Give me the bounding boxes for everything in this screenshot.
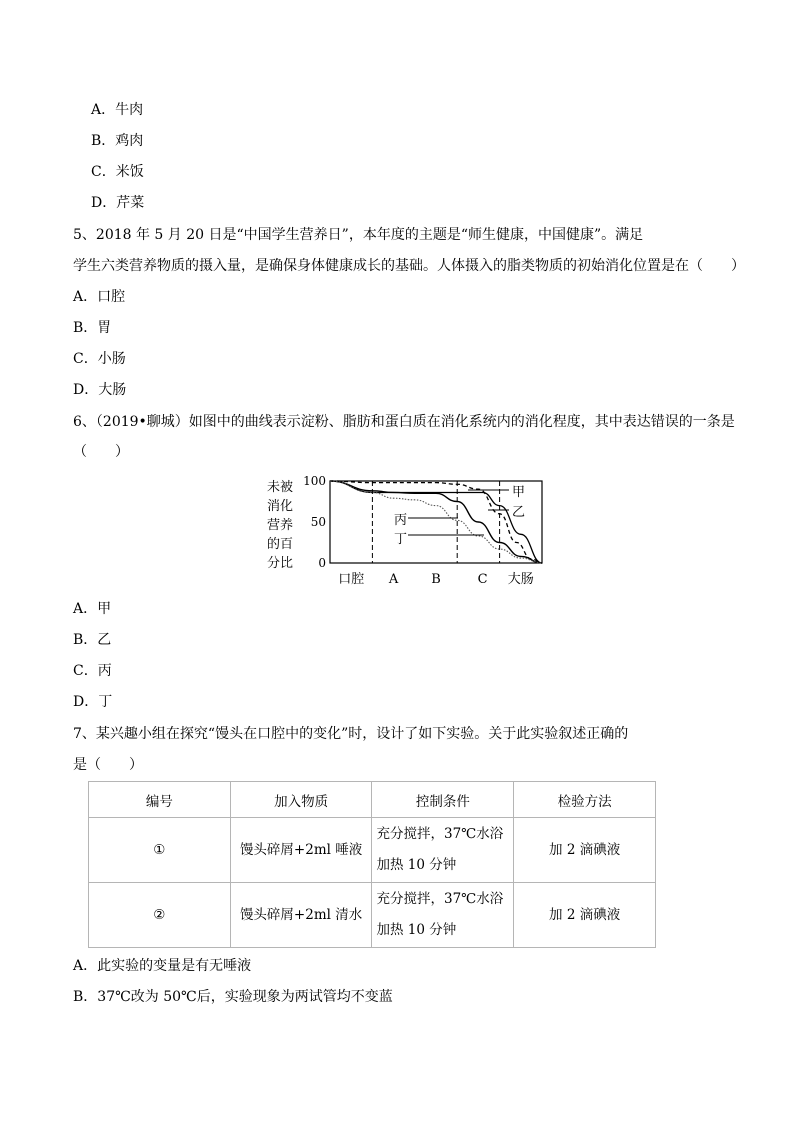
q6-option-d: D．丁: [73, 694, 113, 710]
q6-option-a: A．甲: [73, 601, 112, 617]
q7-stem-line1: 7、某兴趣小组在探究“馒头在口腔中的变化”时，设计了如下实验。关于此实验叙述正确的: [73, 726, 629, 742]
q5-option-d: D．大肠: [73, 382, 127, 398]
table-cell-method: 加 2 滴碘液: [514, 883, 656, 948]
q5-option-a: A．口腔: [73, 289, 126, 305]
y-axis-label-line4: 的百: [267, 537, 294, 552]
q7-stem-line2: 是（ ）: [73, 757, 143, 773]
q5-option-b: B．胃: [73, 320, 112, 336]
q4-option-c: C．米饭: [91, 164, 144, 180]
table-cell-condition: 充分搅拌，37℃水浴加热 10 分钟: [372, 883, 514, 948]
curve-丙: [330, 481, 542, 563]
x-tick-label: 口腔: [338, 572, 365, 587]
q4-option-a: A．牛肉: [91, 102, 144, 118]
chart-plot: [262, 474, 552, 590]
table-header-cell: 检验方法: [514, 782, 656, 818]
q5-stem-line2: 学生六类营养物质的摄入量，是确保身体健康成长的基础。人体摄入的脂类物质的初始消化位置是在（ ）: [73, 258, 745, 274]
table-cell-condition: 充分搅拌，37℃水浴加热 10 分钟: [372, 818, 514, 883]
table-header-cell: 控制条件: [372, 782, 514, 818]
y-axis-label-line3: 营养: [267, 518, 294, 533]
experiment-table: [88, 781, 656, 948]
series-label: 乙: [512, 505, 526, 520]
table-cell-id: ②: [89, 883, 231, 948]
y-axis-label-line2: 消化: [267, 499, 294, 514]
q6-stem-line1: 6、（2019•聊城）如图中的曲线表示淀粉、脂肪和蛋白质在消化系统内的消化程度，其中表达错误的一条是: [73, 414, 735, 430]
y-tick-label: 50: [310, 515, 326, 529]
q5-option-c: C．小肠: [73, 351, 126, 367]
q6-stem-line2: （ ）: [73, 444, 129, 460]
q7-option-b: B．37℃改为 50℃后，实验现象为两试管均不变蓝: [73, 989, 393, 1005]
q7-option-a: A．此实验的变量是有无唾液: [73, 958, 252, 974]
table-cell-substance: 馒头碎屑+2ml 清水: [230, 883, 372, 948]
x-tick-label: C: [477, 572, 488, 587]
y-tick-label: 100: [303, 474, 326, 488]
q4-option-b: B．鸡肉: [91, 133, 144, 149]
table-header-cell: 编号: [89, 782, 231, 818]
series-label: 丁: [394, 532, 408, 547]
table-header-cell: 加入物质: [230, 782, 372, 818]
digestion-chart: [262, 474, 552, 590]
x-tick-label: 大肠: [507, 572, 534, 587]
table-row: [89, 818, 656, 883]
table-row: [89, 883, 656, 948]
q6-option-b: B．乙: [73, 632, 112, 648]
series-label: 甲: [512, 485, 526, 500]
q4-option-d: D．芹菜: [91, 195, 145, 211]
table-cell-method: 加 2 滴碘液: [514, 818, 656, 883]
q6-option-c: C．丙: [73, 663, 112, 679]
y-tick-label: 0: [318, 556, 326, 570]
table-cell-substance: 馒头碎屑+2ml 唾液: [230, 818, 372, 883]
table-cell-id: ①: [89, 818, 231, 883]
series-label: 丙: [394, 513, 408, 528]
x-tick-label: B: [431, 572, 441, 587]
x-tick-label: A: [388, 572, 399, 587]
table-header-row: [89, 782, 656, 818]
y-axis-label-line1: 未被: [267, 480, 294, 495]
y-axis-label-line5: 分比: [267, 556, 294, 571]
q5-stem-line1: 5、2018 年 5 月 20 日是“中国学生营养日”，本年度的主题是“师生健康，中国健康”。满足: [73, 227, 644, 243]
